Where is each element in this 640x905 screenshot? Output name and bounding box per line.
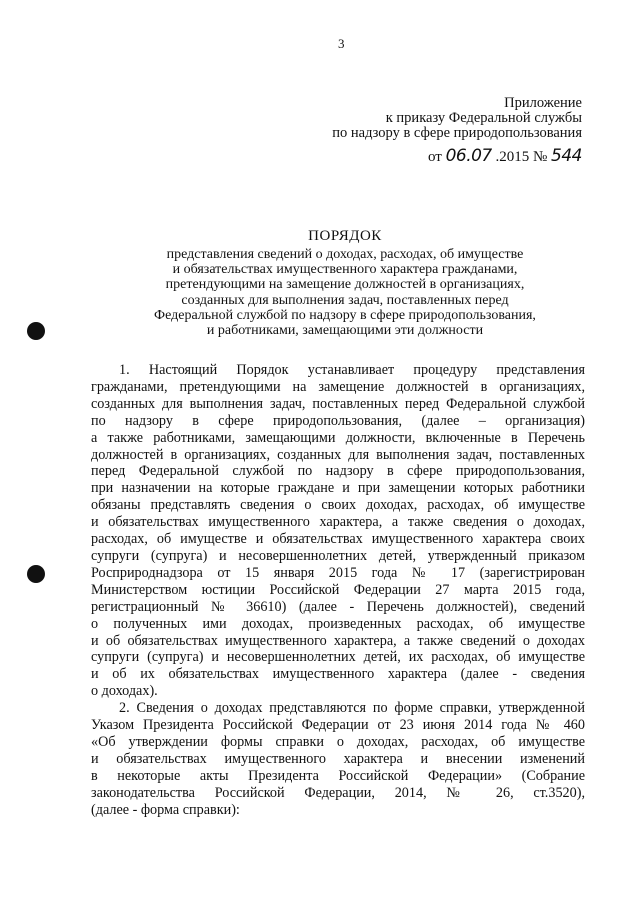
text-line: в некоторые акты Президента Российской Федерации» (Собрание [91,767,585,784]
text-line: расходах, об имуществе и обязательствах имущественного характера своих [91,531,585,548]
text-line: а также работниками, замещающими должности, включенные в Перечень [91,429,585,446]
text-line: должностей в организациях, созданных для выполнения задач, поставленных [91,446,585,463]
text-line: о полученных ими доходах, произведенных расходах, об имуществе [91,615,585,632]
appendix-line: по надзору в сфере природопользования [332,125,582,141]
text-line: регистрационный № 36610) (далее - Перечень должностей), сведений [91,598,585,615]
text-line: 1. Настоящий Порядок устанавливает процедуру представления [119,362,585,378]
handwritten-number: 544 [551,146,582,166]
appendix-header [252,96,582,141]
text-line: перед Федеральной службой по надзору в сфере природопользования, [91,463,585,480]
text-line: гражданами, претендующими на замещение должностей в организациях, [91,378,585,395]
subtitle-line: претендующими на замещение должностей в организациях, [165,277,525,293]
text-line: 2. Сведения о доходах представляются по форме справки, утвержденной [119,700,585,717]
text-line: по надзору в сфере природопользования, (далее – организация) [91,412,585,429]
appendix-line: Приложение [504,95,582,111]
document-body [91,362,585,818]
subtitle-line: Федеральной службой по надзору в сфере природопользования, [154,307,536,323]
text-line: и об их обязательствах имущественного характера (далее - сведения [91,666,585,683]
paragraph-2 [91,700,585,818]
text-line: «Об утверждении формы справки о доходах, расходах, об имуществе [91,733,585,750]
text-line: и обязательствах имущественного характера, а также сведения о доходах, [91,514,585,531]
paragraph-1 [91,362,585,700]
document-subtitle [0,247,640,338]
page-number: 3 [338,36,345,51]
subtitle-line: созданных для выполнения задач, поставленных перед [181,292,509,308]
text-line: и обязательствах имущественного характера и внесении изменений [91,750,585,767]
text-line: Росприроднадзора от 15 января 2015 года № 17 (зарегистрирован [91,564,585,581]
document-title: ПОРЯДОК [308,228,382,244]
subtitle-line: и работниками, замещающими эти должности [206,323,484,339]
text-line: супруги (супруга) и несовершеннолетних детей, их расходах, об имуществе [91,649,585,666]
subtitle-line: и обязательствах имущественного характера гражданами, [172,262,518,278]
text-line: и об обязательствах имущественного характера, а также сведений о доходах [91,632,585,649]
date-prefix: от [427,149,442,165]
appendix-line: к приказу Федеральной службы [385,110,582,126]
punch-hole [27,322,45,340]
text-line: о доходах). [91,683,158,700]
punch-hole [27,565,45,583]
text-line: законодательства Российской Федерации, 2014, № 26, ст.3520), [91,784,585,801]
text-line: супруги (супруга) и несовершеннолетних детей, утвержденный приказом [91,547,585,564]
text-line: (далее - форма справки): [91,801,240,818]
handwritten-date: 06.07 [445,146,492,166]
date-year: .2015 № [495,149,548,165]
text-line: созданных для выполнения задач, поставленных перед Федеральной службой [91,395,585,412]
text-line: Министерством юстиции Российской Федерации 27 марта 2015 года, [91,581,585,598]
text-line: обязаны представлять сведения о своих доходах, расходах, об имуществе [91,497,585,514]
text-line: Указом Президента Российской Федерации от 23 июня 2014 года № 460 [91,717,585,734]
text-line: при назначении на которые граждане и при замещении которых работники [91,480,585,497]
order-date-line [428,146,582,166]
subtitle-line: представления сведений о доходах, расходах, об имуществе [166,247,524,262]
